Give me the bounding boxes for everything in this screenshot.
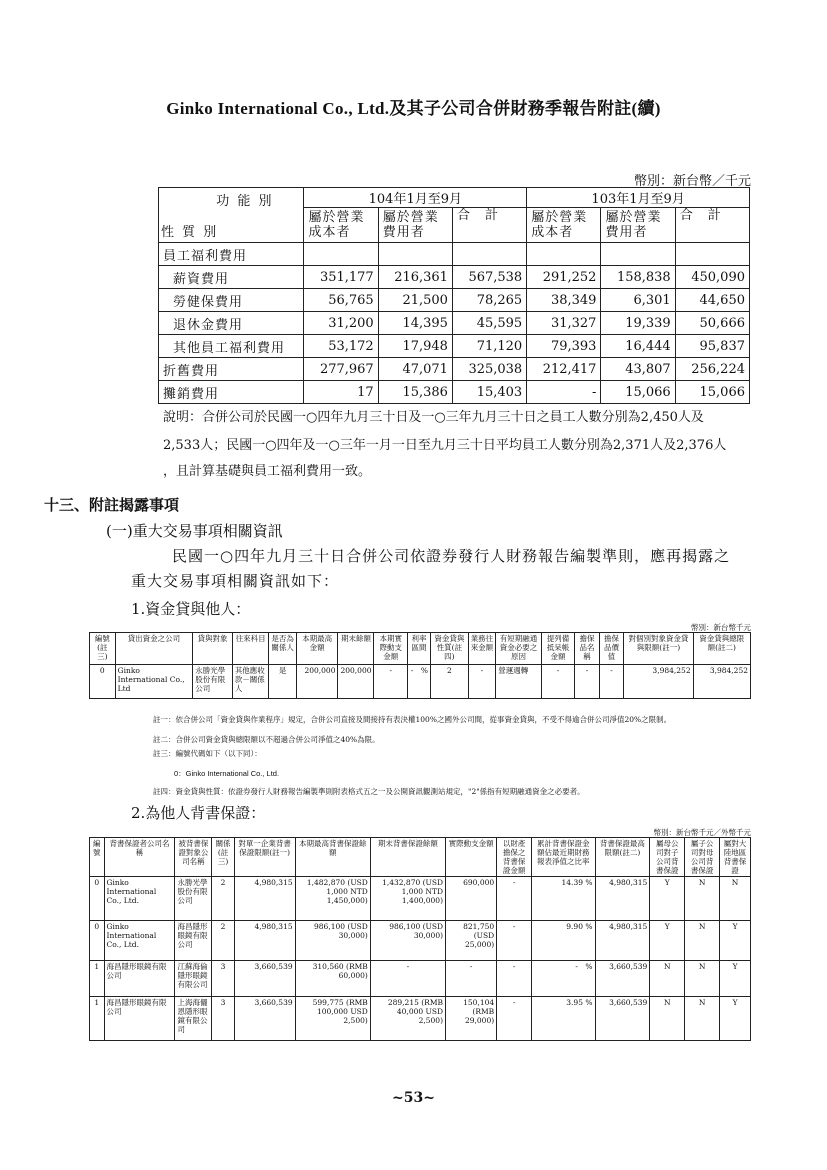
employee-benefit-table	[158, 187, 750, 404]
footnote: 註一：依合併公司「資金貸與作業程序」規定，合併公司直接及間接持有表決權100%之國外公司間，從事資金貸與，不受不得逾合併公司淨值20%之限制。	[153, 715, 672, 724]
item-heading: 2.為他人背書保證：	[131, 804, 266, 822]
explain-line: ，且計算基礎與員工福利費用一致。	[163, 464, 372, 479]
table-row: 退休金費用 31,200 14,395 45,595 31,327 19,339 50,666	[159, 312, 750, 335]
paragraph-line: 民國一○四年九月三十日合併公司依證券發行人財務報告編製準則，應再揭露之	[172, 547, 731, 565]
loan-table	[89, 632, 751, 699]
group-label: 員工福利費用	[159, 243, 304, 266]
page-number: ~53~	[392, 1090, 435, 1106]
explain-line: 2,533人；民國一○四年及一○三年一月一日至九月三十日平均員工人數分別為2,371人及2,376人	[163, 438, 727, 453]
col-total-2: 合 計	[675, 208, 749, 243]
period-header-2: 103年1月至9月	[527, 188, 750, 208]
footnote: 註二：合併公司資金貸與總限額以不超過合併公司淨值之40%為限。	[153, 735, 380, 744]
table-row: 0 Ginko International Co., Ltd. 永勝光學股份有限公司 2 4,980,315 1,482,870 (USD 1,000 NTD 1,450,000) 1,432,870 (USD 1,000 NTD 1,400,000) 690,000 - 14.39 % 4,980,315 Y N N	[90, 877, 751, 921]
table-row: 1 海昌隱形眼鏡有限公司 江蘇海倫隱形眼鏡有限公司 3 3,660,539 310,560 (RMB 60,000) - - - - % 3,660,539 N N Y	[90, 961, 751, 997]
table-header-row: 編號(註三) 貸出資金之公司 貸與對象 往來科目 是否為關係人 本期最高金額 期末餘額 本期實際動支金額 利率區間 資金貸與性質(註四) 業務往來金額 有短期融通資金必要之原因 提列備抵呆帳金額 擔保品名稱 擔保品價值 對個別對象資金貸與限額(註一) 資金貸與總限額(註二)	[90, 633, 751, 665]
col-exp-1: 屬於營業費用者	[378, 208, 452, 243]
explain-line: 說明：合併公司於民國一○四年九月三十日及一○三年九月三十日之員工人數分別為2,450人及	[163, 410, 704, 425]
footnote: 0：Ginko International Co., Ltd.	[174, 769, 280, 778]
currency-unit: 幣別：新台幣／千元	[633, 174, 751, 189]
paragraph-line: 重大交易事項相關資訊如下：	[131, 572, 340, 590]
col-total-1: 合 計	[452, 208, 526, 243]
table-row: 其他員工福利費用 53,172 17,948 71,120 79,393 16,444 95,837	[159, 335, 750, 358]
footnote: 註四：資金貸與性質：依證券發行人財務報告編製準則附表格式五之一及公開資訊觀測站規定，"2"係指有短期融通資金之必要者。	[153, 787, 585, 796]
item-heading: 1.資金貸與他人：	[131, 600, 251, 618]
currency-unit: 幣別：新台幣千元／外幣千元	[653, 828, 751, 837]
period-header-1: 104年1月至9月	[304, 188, 527, 208]
table-row: 1 海昌隱形眼鏡有限公司 上海海儷恩隱形眼鏡有限公司 3 3,660,539 599,775 (RMB 100,000 USD 2,500) 289,215 (RMB 40,000 USD 2,500) 150,104 (RMB 29,000) - 3.95 % 3,660,539 N N Y	[90, 997, 751, 1041]
function-label: 功 能 別	[216, 194, 274, 209]
footnote: 註三：編號代碼如下（以下同）：	[153, 749, 262, 758]
subsection-heading: (一)重大交易事項相關資訊	[106, 522, 283, 540]
table-row: 0 Ginko International Co., Ltd 永勝光學股份有限公司 其他應收款－關係人 是 200,000 200,000 - - % 2 - 營運週轉 - - - 3,984,252 3,984,252	[90, 665, 751, 699]
table-row: 0 Ginko International Co., Ltd. 海昌隱形眼鏡有限公司 2 4,980,315 986,100 (USD 30,000) 986,100 (USD 30,000) 821,750 (USD 25,000) - 9.90 % 4,980,315 Y N Y	[90, 921, 751, 961]
page-title: Ginko International Co., Ltd.及其子公司合併財務季報告附註(續)	[166, 99, 661, 118]
table-header-row: 編號 背書保證者公司名稱 被背書保證對象公司名稱 關係(註三) 對單一企業背書保證限額(註一) 本期最高背書保證餘額 期末背書保證餘額 實際動支金額 以財產擔保之背書保證金額 累計背書保證金額佔最近期財務報表淨值之比率 背書保證最高限額(註二) 屬母公司對子公司背書保證 屬子公司對母公司背書保證 屬對大陸地區背書保證	[90, 838, 751, 877]
guarantee-table	[89, 837, 751, 1041]
section-heading: 十三、附註揭露事項	[44, 496, 180, 514]
col-cost-1: 屬於營業成本者	[304, 208, 378, 243]
table-row: 折舊費用 277,967 47,071 325,038 212,417 43,807 256,224	[159, 358, 750, 381]
col-exp-2: 屬於營業費用者	[601, 208, 675, 243]
table-row: 攤銷費用 17 15,386 15,403 - 15,066 15,066	[159, 381, 750, 404]
nature-label: 性 質 別	[161, 225, 219, 240]
currency-unit: 幣別：新台幣千元	[691, 623, 751, 632]
table-row: 薪資費用 351,177 216,361 567,538 291,252 158,838 450,090	[159, 266, 750, 289]
col-cost-2: 屬於營業成本者	[527, 208, 601, 243]
table-row: 勞健保費用 56,765 21,500 78,265 38,349 6,301 44,650	[159, 289, 750, 312]
table-corner-cell	[159, 188, 304, 243]
